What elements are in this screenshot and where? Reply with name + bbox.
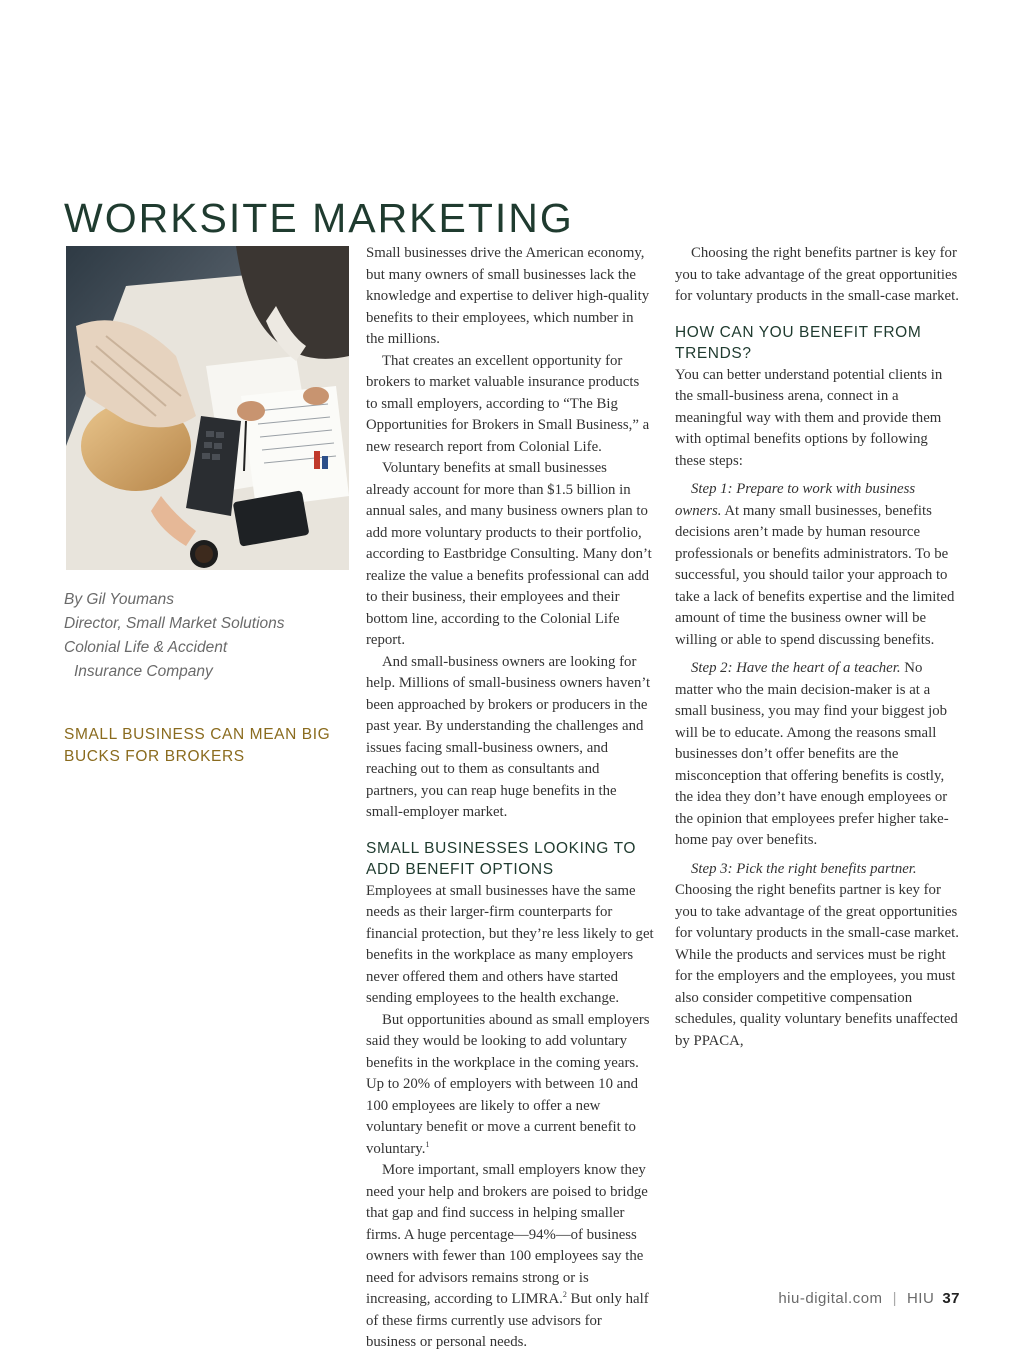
article-paragraph	[366, 1160, 654, 1354]
footer-publication: HIU	[906, 1290, 935, 1307]
article-column-middle	[366, 243, 654, 1354]
article-paragraph-text: But opportunities abound as small employers said they would be looking to add voluntary benefits in the workplace in the coming years. Up to 20% of employers with between 10 and 100 employees are likely to offer a new voluntary benefit or move a current benefit to voluntary.	[366, 1011, 650, 1157]
step-lead: Step 3: Pick the right benefits partner.	[691, 860, 917, 877]
author-company-line2: Insurance Company	[74, 663, 213, 680]
footnote-ref: 1	[425, 1139, 430, 1149]
article-paragraph: Employees at small businesses have the same needs as their larger-firm counterparts for financial protection, but they’re less likely to get benefits in the workplace as many employers never offered them and others have started sending employees to the health exchange.	[366, 882, 654, 1006]
article-paragraph: Choosing the right benefits partner is key for you to take advantage of the great opportunities for voluntary products in the small-case market.	[675, 245, 959, 304]
article-subheading: HOW CAN YOU BENEFIT FROM TRENDS?	[675, 323, 922, 362]
step-lead: Step 2: Have the heart of a teacher.	[691, 660, 901, 676]
article-paragraph: Voluntary benefits at small businesses already account for more than $1.5 billion in annual sales, and many business owners plan to add more voluntary products to their portfolio, according to Eastbridge Consulting. Many don’t realize the value a benefits professional can add to their business, their employees and their bottom line, according to the Colonial Life report.	[366, 460, 652, 648]
article-paragraph	[366, 1010, 654, 1161]
page-footer	[778, 1290, 960, 1307]
step-text: No matter who the main decision-maker is at a small business, you may find your biggest job will be to educate. Among the reasons small businesses don’t offer benefits are the misconception that offering benefits is costly, the idea they don’t have enough employees or the opinion that employees prefer higher take-home pay over benefits.	[675, 660, 949, 848]
article-paragraph-text: But only half of these firms currently use advisors for business or personal needs.	[366, 1291, 649, 1350]
article-step	[675, 658, 961, 852]
article-step	[675, 859, 961, 1053]
author-company-line1: Colonial Life & Accident	[64, 639, 228, 656]
footnote-ref: 2	[562, 1290, 567, 1300]
article-subheading: SMALL BUSINESSES LOOKING TO ADD BENEFIT OPTIONS	[366, 839, 637, 878]
article-paragraph: That creates an excellent opportunity for brokers to market valuable insurance products to small employers, according to “The Big Opportunities for Brokers in Small Business,” a new research report from Colonial Life.	[366, 352, 650, 455]
page-number: 37	[942, 1290, 960, 1307]
article-paragraph: You can better understand potential clients in the small-business arena, connect in a meaningful way with them and provide them with optimal benefits options by following these steps:	[675, 366, 943, 469]
author-byline	[64, 588, 344, 684]
article-paragraph: Small businesses drive the American economy, but many owners of small businesses lack the knowledge and expertise to deliver high-quality benefits to their employees, which number in the millions.	[366, 245, 650, 347]
footer-separator: |	[892, 1290, 897, 1307]
author-title: Director, Small Market Solutions	[64, 615, 285, 632]
sidebar-headline: SMALL BUSINESS CAN MEAN BIG BUCKS FOR BROKERS	[64, 726, 331, 765]
step-text: Choosing the right benefits partner is key for you to take advantage of the great opportunities for voluntary products in the small-case market. While the products and services must be right for the employers and the employees, you must also consider competitive compensation schedules, quality voluntary benefits unaffected by PPACA,	[675, 882, 959, 1049]
step-text: At many small businesses, benefits decisions aren’t made by human resource professionals or benefits administrators. To be successful, you should tailor your approach to take a lack of benefits expertise and the limited amount of time the business owner will be willing or able to spend discussing benefits.	[675, 502, 955, 648]
article-paragraph-text: More important, small employers know they need your help and brokers are poised to bridge that gap and find success in helping smaller firms. A huge percentage—94%—of business owners with fewer than 100 employees say the need for advisors remains strong or is increasing, according to LIMRA.	[366, 1162, 648, 1307]
step-lead: Step 1: Prepare to work with business owners.	[675, 481, 916, 519]
article-column-right	[675, 243, 961, 1052]
footer-site: hiu-digital.com	[778, 1290, 883, 1307]
article-step	[675, 479, 961, 651]
section-title: WORKSITE MARKETING	[64, 195, 574, 241]
office-meeting-photo	[66, 246, 349, 570]
author-name: By Gil Youmans	[64, 591, 174, 608]
article-paragraph: And small-business owners are looking for help. Millions of small-business owners haven’t been approached by brokers or producers in the past year. By understanding the challenges and issues facing small-business owners, and reaching out to them as consultants and partners, you can reap huge benefits in the small-employer market.	[366, 653, 651, 820]
